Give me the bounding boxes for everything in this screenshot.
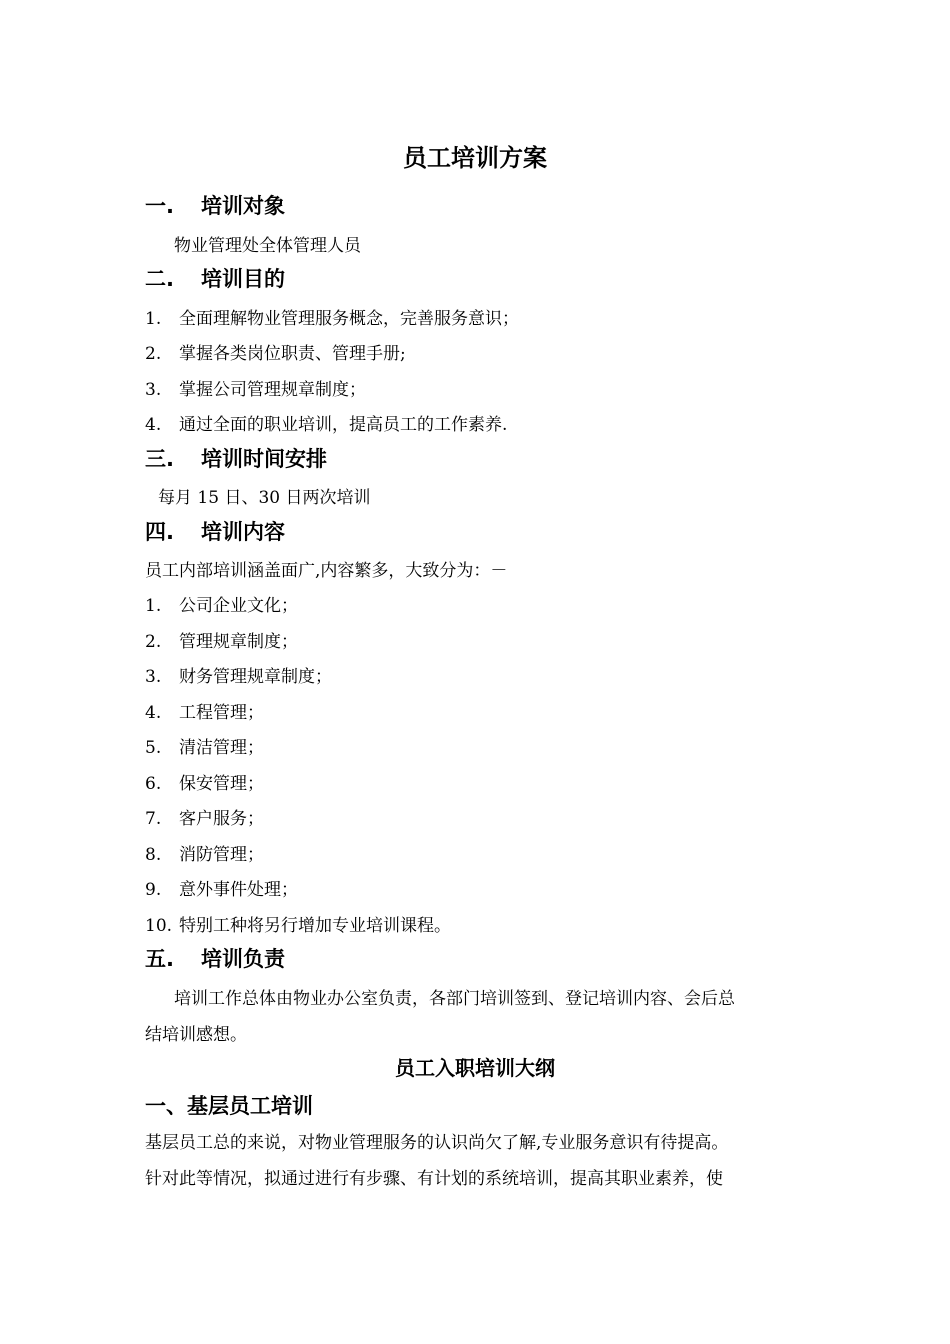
- list-item: [145, 840, 264, 865]
- section-number: 二.: [145, 267, 174, 291]
- list-item: [145, 627, 298, 652]
- section-number: 一.: [145, 194, 174, 218]
- schedule-text: 每月 15 日、30 日两次培训: [158, 488, 371, 508]
- section-label: 培训对象: [201, 194, 285, 218]
- list-item-number: 1.: [145, 309, 162, 329]
- section-heading-content: [145, 516, 285, 546]
- section-heading-basic-staff: 一、基层员工培训: [145, 1094, 313, 1118]
- list-item-number: 2.: [145, 344, 162, 364]
- responsibility-line-1: 培训工作总体由物业办公室负责，各部门培训签到、登记培训内容、会后总: [174, 989, 735, 1009]
- section-number: 五.: [145, 947, 174, 971]
- list-item-text: 工程管理；: [179, 703, 264, 723]
- list-item-text: 掌握各类岗位职责、管理手册;: [179, 344, 406, 364]
- list-item-text: 保安管理；: [179, 774, 264, 794]
- list-item-number: 3.: [145, 667, 162, 687]
- list-item-number: 4.: [145, 703, 162, 723]
- list-item-text: 财务管理规章制度；: [179, 667, 332, 687]
- list-item-text: 消防管理；: [179, 845, 264, 865]
- list-item-text: 管理规章制度；: [179, 632, 298, 652]
- list-item: [145, 662, 332, 687]
- target-text: 物业管理处全体管理人员: [174, 236, 361, 256]
- list-item-number: 3.: [145, 380, 162, 400]
- list-item: [145, 911, 451, 936]
- list-item-number: 2.: [145, 632, 162, 652]
- section-heading-responsibility: [145, 943, 285, 973]
- list-item-number: 8.: [145, 845, 162, 865]
- list-item-text: 意外事件处理；: [179, 880, 298, 900]
- list-item: [145, 591, 298, 616]
- list-item: [145, 769, 264, 794]
- list-item: [145, 875, 298, 900]
- list-item: [145, 410, 507, 435]
- content-intro: 员工内部培训涵盖面广,内容繁多，大致分为：－: [145, 561, 508, 581]
- list-item-text: 客户服务；: [179, 809, 264, 829]
- list-item-number: 4.: [145, 415, 162, 435]
- section-heading-purpose: [145, 263, 285, 293]
- list-item-number: 7.: [145, 809, 162, 829]
- list-item: [145, 733, 264, 758]
- list-item-number: 10.: [145, 916, 173, 936]
- list-item-text: 清洁管理；: [179, 738, 264, 758]
- list-item-text: 掌握公司管理规章制度；: [179, 380, 366, 400]
- section-heading-schedule: [145, 443, 327, 473]
- basic-staff-line-2: 针对此等情况，拟通过进行有步骤、有计划的系统培训，提高其职业素养，使: [145, 1169, 723, 1189]
- document-title: 员工培训方案: [403, 144, 547, 172]
- list-item-number: 9.: [145, 880, 162, 900]
- list-item-text: 通过全面的职业培训，提高员工的工作素养.: [179, 415, 508, 435]
- section-heading-target: [145, 190, 285, 220]
- list-item-text: 特别工种将另行增加专业培训课程。: [179, 916, 451, 936]
- section-label: 培训负责: [201, 947, 285, 971]
- section-number: 四.: [145, 520, 174, 544]
- list-item: [145, 339, 406, 364]
- section-number: 三.: [145, 447, 174, 471]
- section-label: 培训内容: [201, 520, 285, 544]
- list-item: [145, 698, 264, 723]
- basic-staff-line-1: 基层员工总的来说，对物业管理服务的认识尚欠了解,专业服务意识有待提高。: [145, 1133, 729, 1153]
- responsibility-line-2: 结培训感想。: [145, 1025, 247, 1045]
- list-item: [145, 304, 519, 329]
- outline-title: 员工入职培训大纲: [395, 1056, 555, 1080]
- list-item: [145, 375, 366, 400]
- section-label: 培训目的: [201, 267, 285, 291]
- section-label: 培训时间安排: [201, 447, 327, 471]
- list-item-number: 6.: [145, 774, 162, 794]
- list-item-number: 1.: [145, 596, 162, 616]
- list-item-text: 全面理解物业管理服务概念，完善服务意识；: [179, 309, 519, 329]
- list-item-text: 公司企业文化；: [179, 596, 298, 616]
- list-item: [145, 804, 264, 829]
- list-item-number: 5.: [145, 738, 162, 758]
